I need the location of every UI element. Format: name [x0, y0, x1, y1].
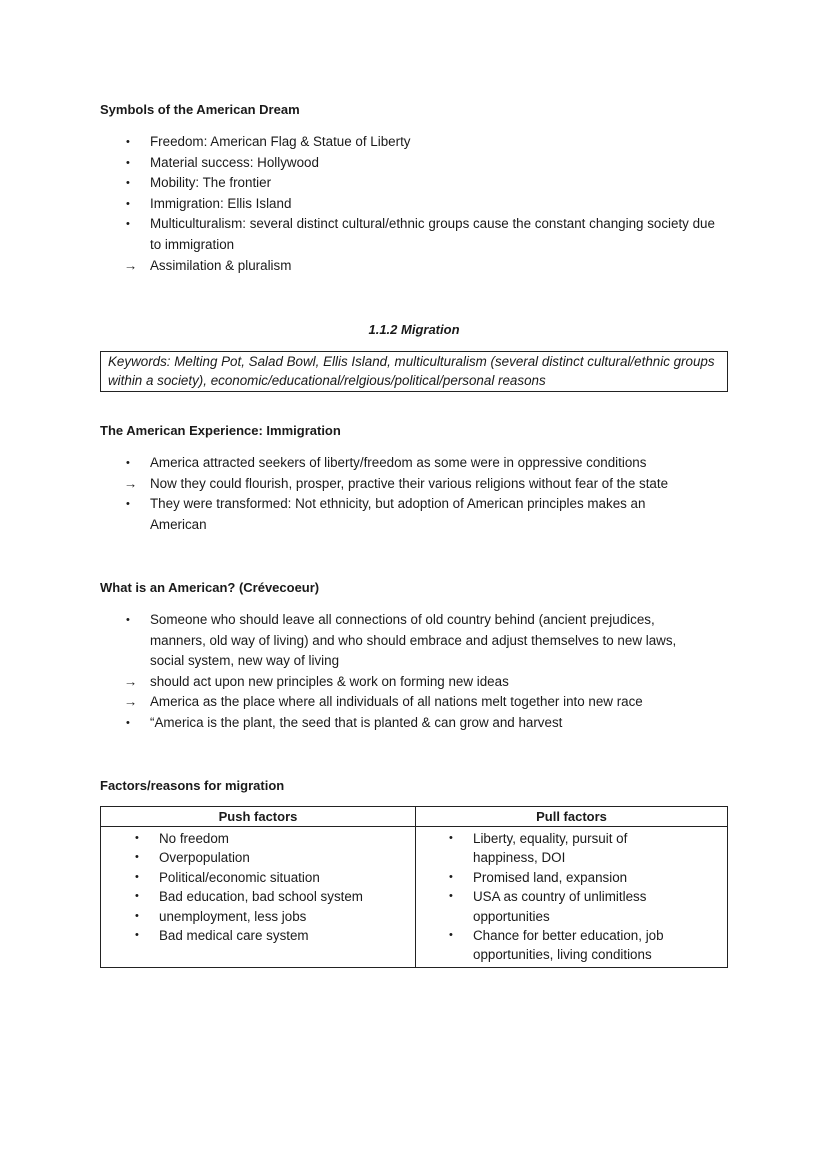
list-item	[100, 610, 710, 672]
bullet-icon: •	[126, 218, 130, 231]
push-factor-item	[101, 848, 415, 867]
push-cell	[101, 827, 416, 968]
push-factor-item	[101, 887, 415, 906]
bullet-icon: •	[135, 929, 139, 942]
bullet-icon: •	[126, 498, 130, 511]
list-item	[100, 672, 710, 693]
section-title: Factors/reasons for migration	[100, 778, 285, 793]
list-item-text: Multiculturalism: several distinct cultural/ethnic groups cause the constant changing society due to immigration	[150, 216, 715, 252]
bullet-icon: •	[449, 832, 453, 844]
list-item	[100, 494, 700, 535]
factor-text: Promised land, expansion	[473, 869, 628, 885]
list-item	[100, 713, 710, 734]
factor-text: USA as country of unlimitless opportunities	[473, 889, 647, 924]
list-item	[100, 173, 728, 194]
list-item-text: Freedom: American Flag & Statue of Liberty	[150, 134, 411, 149]
list-item	[100, 132, 728, 153]
arrow-right-icon: →	[124, 673, 138, 689]
pull-factor-item	[416, 887, 686, 926]
factor-text: Chance for better education, job opportunities, living conditions	[473, 928, 664, 963]
pull-factor-item	[416, 926, 686, 965]
bullet-icon: •	[449, 929, 453, 942]
list-item-text: “America is the plant, the seed that is planted & can grow and harvest	[150, 714, 563, 730]
bullet-icon: •	[126, 716, 130, 729]
bullet-icon: •	[126, 136, 130, 148]
factor-text: Liberty, equality, pursuit of happiness, DOI	[473, 831, 628, 866]
push-factor-item	[101, 829, 415, 848]
pull-cell	[416, 827, 728, 968]
section-what-is-american	[100, 579, 728, 734]
list-item-text: They were transformed: Not ethnicity, but adoption of American principles makes an American	[150, 496, 646, 532]
pull-factor-item	[416, 829, 686, 868]
section-title: Symbols of the American Dream	[100, 102, 300, 117]
list-item	[100, 153, 728, 174]
push-list	[101, 829, 415, 945]
section-american-dream	[100, 101, 728, 276]
bullet-icon: •	[135, 851, 139, 864]
factor-text: Political/economic situation	[159, 869, 320, 885]
bullet-icon: •	[135, 890, 139, 903]
bullet-icon: •	[449, 890, 453, 903]
factor-text: unemployment, less jobs	[159, 908, 307, 924]
keywords-box: Keywords: Melting Pot, Salad Bowl, Ellis Island, multiculturalism (several distinct cultural/ethnic groups within a society), economic/educational/relgious/political/personal reasons	[100, 351, 728, 392]
factors-table	[100, 806, 728, 968]
section-title: The American Experience: Immigration	[100, 423, 341, 438]
arrow-right-icon: →	[124, 475, 138, 491]
symbols-list	[100, 132, 728, 276]
pull-header: Pull factors	[416, 807, 728, 827]
list-item	[100, 256, 728, 277]
push-factor-item	[101, 926, 415, 945]
list-item-text: Now they could flourish, prosper, practive their various religions without fear of the state	[150, 475, 669, 491]
list-item	[100, 453, 700, 474]
arrow-right-icon: →	[124, 257, 138, 273]
factor-text: Overpopulation	[159, 850, 250, 866]
list-item-text: Someone who should leave all connections of old country behind (ancient prejudices, manners, old way of living) and who should embrace and adjust themselves to new laws, social system, new way of living	[150, 612, 677, 669]
bullet-icon: •	[126, 457, 130, 469]
immigration-list	[100, 453, 700, 535]
bullet-icon: •	[126, 197, 130, 210]
factor-text: No freedom	[159, 831, 229, 846]
list-item-text: Immigration: Ellis Island	[150, 195, 292, 211]
list-item-text: America as the place where all individuals of all nations melt together into new race	[150, 694, 643, 710]
factor-text: Bad education, bad school system	[159, 889, 363, 905]
list-item-text: America attracted seekers of liberty/freedom as some were in oppressive conditions	[150, 455, 647, 470]
migration-heading: 1.1.2 Migration	[368, 322, 460, 337]
pull-factor-item	[416, 868, 686, 887]
list-item-text: should act upon new principles & work on forming new ideas	[150, 673, 509, 689]
list-item	[100, 214, 728, 255]
bullet-icon: •	[126, 614, 130, 626]
list-item-text: Material success: Hollywood	[150, 154, 319, 170]
list-item	[100, 692, 710, 713]
bullet-icon: •	[126, 156, 130, 169]
bullet-icon: •	[135, 870, 139, 883]
section-migration-factors	[100, 777, 728, 968]
list-item	[100, 474, 700, 495]
bullet-icon: •	[449, 870, 453, 883]
arrow-right-icon: →	[124, 694, 138, 710]
pull-list	[416, 829, 686, 965]
list-item	[100, 194, 728, 215]
push-header: Push factors	[101, 807, 416, 827]
factor-text: Bad medical care system	[159, 928, 309, 944]
list-item-text: Assimilation & pluralism	[150, 257, 292, 273]
list-item-text: Mobility: The frontier	[150, 175, 272, 191]
push-factor-item	[101, 907, 415, 926]
american-list	[100, 610, 710, 734]
bullet-icon: •	[126, 177, 130, 190]
bullet-icon: •	[135, 909, 139, 922]
bullet-icon: •	[135, 832, 139, 844]
section-title: What is an American? (Crévecoeur)	[100, 580, 320, 595]
push-factor-item	[101, 868, 415, 887]
section-american-experience	[100, 422, 728, 535]
